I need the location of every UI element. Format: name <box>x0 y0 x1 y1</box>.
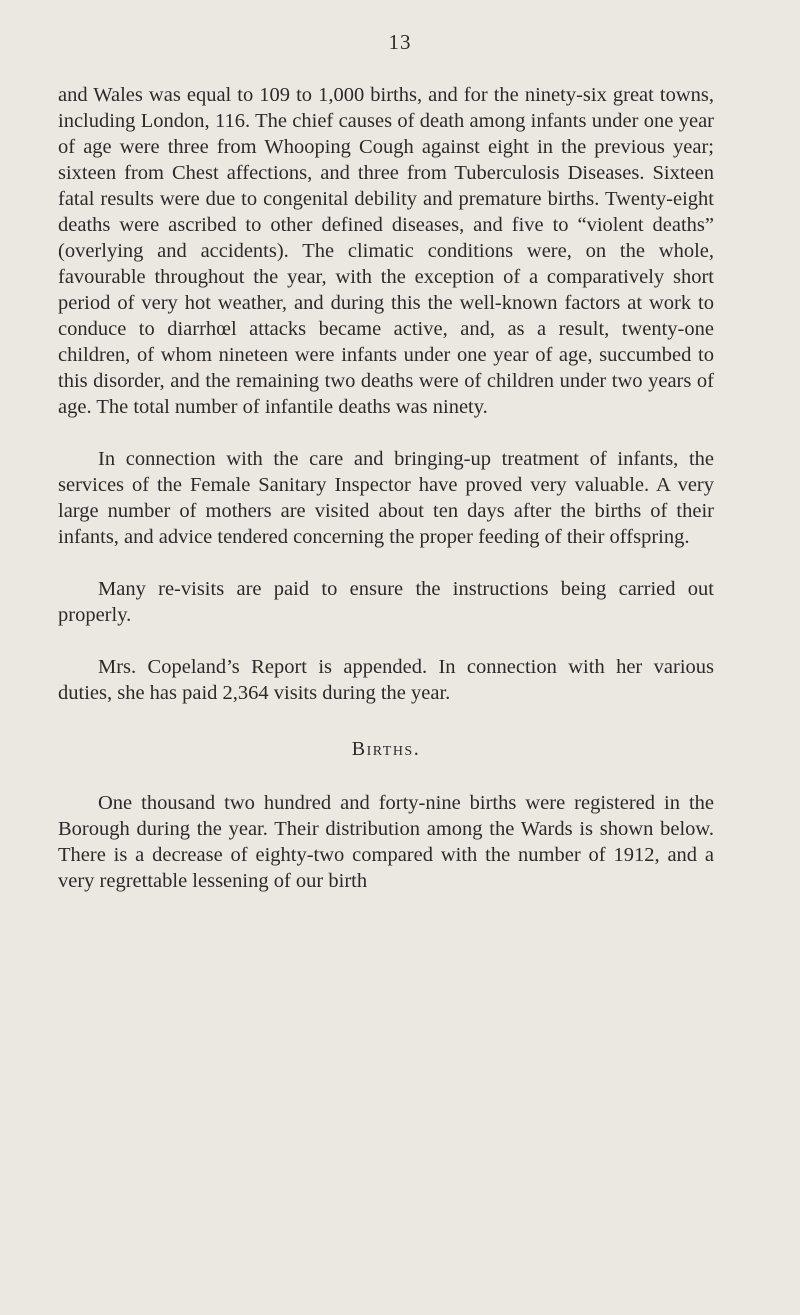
document-body <box>58 82 714 894</box>
paragraph-copeland-report: Mrs. Copeland’s Report is appended. In connection with her various duties, she has paid 2,364 visits during the year. <box>58 656 714 704</box>
paragraph-re-visits: Many re-visits are paid to ensure the instructions being carried out properly. <box>58 578 714 626</box>
section-heading-births: Births. <box>351 738 421 760</box>
paragraph-births: One thousand two hundred and forty-nine births were registered in the Borough during the year. Their distribution among the Wards is shown below. There is a decrease of eighty-two compared with the number of 1912, and a very regrettable lessening of our birth <box>58 792 714 892</box>
paragraph-infant-mortality: and Wales was equal to 109 to 1,000 births, and for the ninety-six great towns, including London, 116. The chief causes of death among infants under one year of age were three from Whooping Cough against eight in the previous year; sixteen from Chest affections, and three from Tuberculosis Diseases. Sixteen fatal results were due to congenital debility and premature births. Twenty-eight deaths were ascribed to other defined diseases, and five to “violent deaths” (overlying and accidents). The climatic conditions were, on the whole, favourable throughout the year, with the exception of a comparatively short period of very hot weather, and during this the well-known factors at work to conduce to diarrhœl attacks became active, and, as a result, twenty-one children, of whom nineteen were infants under one year of age, succumbed to this disorder, and the remaining two deaths were of children under two years of age. The total number of infantile deaths was ninety. <box>58 84 714 418</box>
paragraph-female-sanitary-inspector: In connection with the care and bringing-up treatment of infants, the services of the Female Sanitary Inspector have proved very valuable. A very large number of mothers are visited about ten days after the births of their infants, and advice tendered concerning the proper feeding of their offspring. <box>58 448 714 548</box>
page-number: 13 <box>388 30 412 54</box>
